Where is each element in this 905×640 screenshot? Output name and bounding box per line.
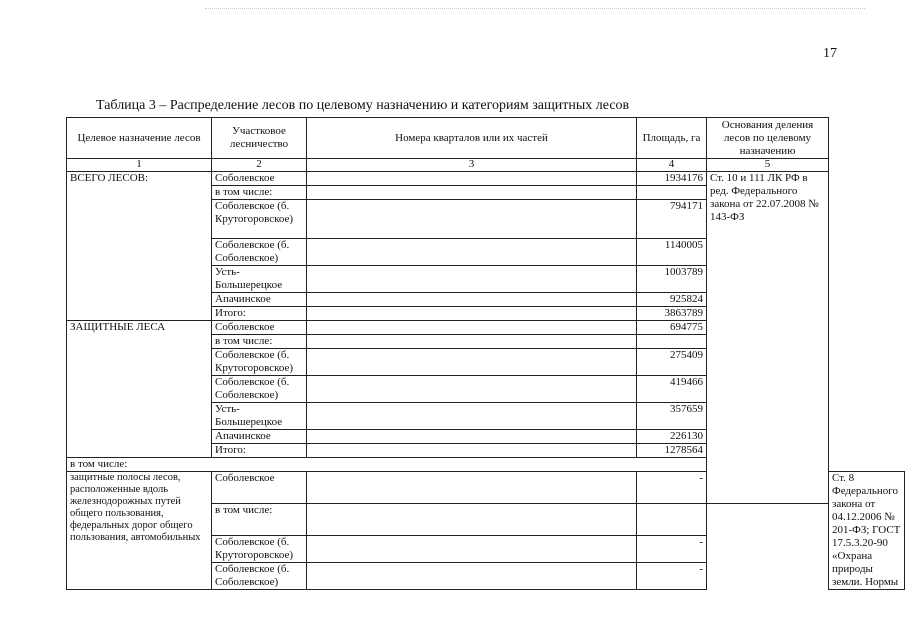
quarters-cell	[307, 335, 637, 349]
column-number: 1	[67, 159, 212, 172]
area-cell	[637, 335, 707, 349]
forestry-cell: Соболевское (б. Соболевское)	[212, 239, 307, 266]
area-cell: 226130	[637, 430, 707, 444]
quarters-cell	[307, 472, 637, 504]
forestry-cell: Усть-Большерецкое	[212, 403, 307, 430]
header-basis: Основания деления лесов по целевому назначению	[707, 118, 829, 159]
basis-cell-all: Ст. 10 и 111 ЛК РФ в ред. Федерального закона от 22.07.2008 № 143-ФЗ	[707, 172, 829, 504]
area-cell	[637, 504, 707, 536]
area-cell: 1934176	[637, 172, 707, 186]
including-label: в том числе:	[67, 458, 707, 472]
area-cell: 794171	[637, 200, 707, 239]
section-all-title: ВСЕГО ЛЕСОВ:	[67, 172, 212, 321]
quarters-cell	[307, 504, 637, 536]
area-cell: 1140005	[637, 239, 707, 266]
page-number: 17	[823, 46, 837, 61]
area-cell: -	[637, 536, 707, 563]
quarters-cell	[307, 430, 637, 444]
quarters-cell	[307, 403, 637, 430]
area-cell-total: 3863789	[637, 307, 707, 321]
header-purpose: Целевое назначение лесов	[67, 118, 212, 159]
area-cell: 419466	[637, 376, 707, 403]
quarters-cell	[307, 444, 637, 458]
header-forestry: Участковое лесничество	[212, 118, 307, 159]
top-dotted-line	[205, 8, 865, 15]
forestry-cell: Соболевское (б. Крутогоровское)	[212, 200, 307, 239]
quarters-cell	[307, 376, 637, 403]
forestry-cell: Апачинское	[212, 430, 307, 444]
area-cell: 925824	[637, 293, 707, 307]
forestry-cell: Соболевское	[212, 172, 307, 186]
area-cell: 275409	[637, 349, 707, 376]
section-strips-title: защитные полосы лесов, расположенные вдоль железнодорожных путей общего пользования, федеральных дорог общего пользования, автомобильных	[67, 472, 212, 590]
quarters-cell	[307, 563, 637, 590]
forestry-cell: Соболевское (б. Соболевское)	[212, 563, 307, 590]
forestry-cell: Соболевское (б. Крутогоровское)	[212, 536, 307, 563]
quarters-cell	[307, 266, 637, 293]
forestry-cell: Соболевское	[212, 472, 307, 504]
header-row	[67, 118, 905, 159]
header-quarters: Номера кварталов или их частей	[307, 118, 637, 159]
column-number: 3	[307, 159, 637, 172]
area-cell: -	[637, 563, 707, 590]
area-cell: 694775	[637, 321, 707, 335]
area-cell: 1003789	[637, 266, 707, 293]
basis-cell-strips: Ст. 8 Федерального закона от 04.12.2006 № 201-ФЗ; ГОСТ 17.5.3.20-90 «Охрана природы земли. Нормы	[829, 472, 905, 590]
forestry-cell: в том числе:	[212, 504, 307, 536]
quarters-cell	[307, 321, 637, 335]
section-protective-title: ЗАЩИТНЫЕ ЛЕСА	[67, 321, 212, 458]
forestry-cell: Соболевское (б. Крутогоровское)	[212, 349, 307, 376]
quarters-cell	[307, 186, 637, 200]
forestry-cell: в том числе:	[212, 335, 307, 349]
column-number: 5	[707, 159, 829, 172]
area-cell-total: 1278564	[637, 444, 707, 458]
quarters-cell	[307, 349, 637, 376]
area-cell: -	[637, 472, 707, 504]
area-cell	[637, 186, 707, 200]
column-number: 4	[637, 159, 707, 172]
quarters-cell	[307, 200, 637, 239]
forestry-cell: Усть-Большерецкое	[212, 266, 307, 293]
table-caption: Таблица 3 – Распределение лесов по целевому назначению и категориям защитных лесов	[96, 98, 630, 113]
forest-distribution-table	[66, 117, 905, 590]
area-cell: 357659	[637, 403, 707, 430]
forestry-cell: Соболевское (б. Соболевское)	[212, 376, 307, 403]
quarters-cell	[307, 293, 637, 307]
forestry-cell: Апачинское	[212, 293, 307, 307]
forestry-cell: Соболевское	[212, 321, 307, 335]
quarters-cell	[307, 239, 637, 266]
quarters-cell	[307, 172, 637, 186]
forestry-cell-total: Итого:	[212, 444, 307, 458]
header-area: Площадь, га	[637, 118, 707, 159]
quarters-cell	[307, 307, 637, 321]
forestry-cell: в том числе:	[212, 186, 307, 200]
column-number: 2	[212, 159, 307, 172]
forestry-cell-total: Итого:	[212, 307, 307, 321]
quarters-cell	[307, 536, 637, 563]
table-row	[67, 172, 905, 186]
column-number-row	[67, 159, 905, 172]
